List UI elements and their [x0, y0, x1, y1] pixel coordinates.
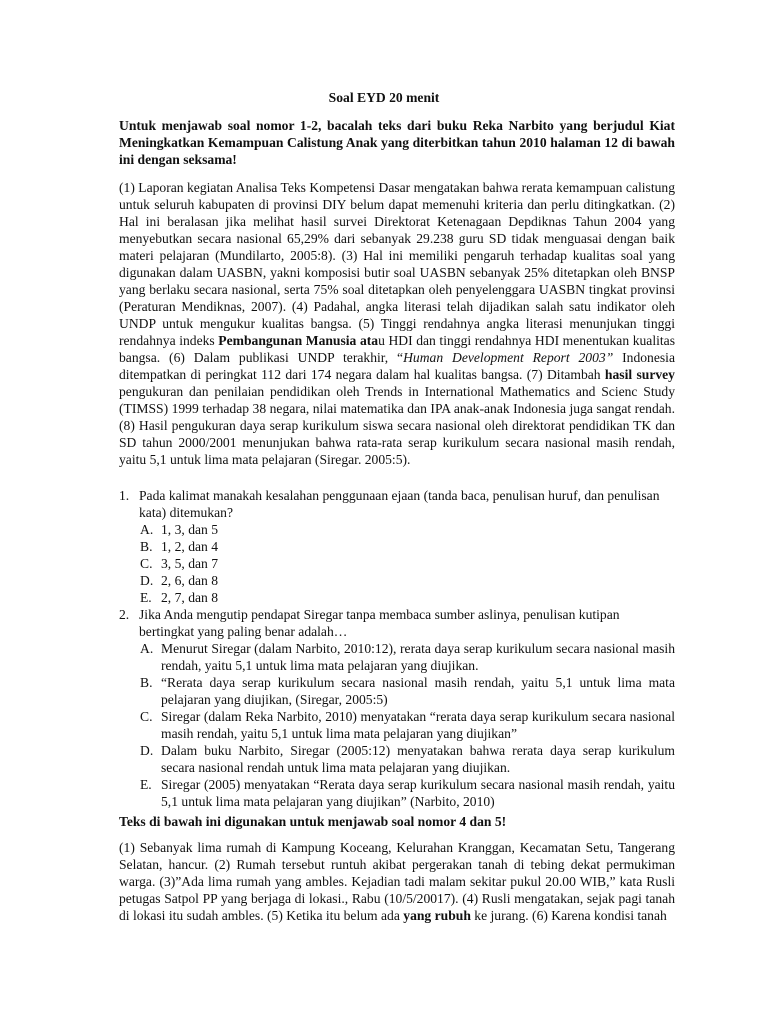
page-title: Soal EYD 20 menit: [328, 90, 440, 105]
passage-1-bold-a: Pembangunan Manusia ata: [218, 333, 379, 348]
option-letter: D.: [140, 573, 154, 588]
option-letter: A.: [140, 641, 154, 656]
option-letter: C.: [140, 556, 153, 571]
intro-instruction: Untuk menjawab soal nomor 1-2, bacalah teks dari buku Reka Narbito yang berjudul Kiat Meningkatkan Kemampuan Calistung Anak yang diterbitkan tahun 2010 halaman 12 di bawah ini dengan seksama!: [119, 118, 675, 167]
passage-1-text-c: Indonesia ditempatkan di peringkat 112 dari 174 negara dalam hal kualitas bangsa. (7) Ditambah: [119, 350, 675, 382]
question-text: Pada kalimat manakah kesalahan penggunaan ejaan (tanda baca, penulisan huruf, dan penulisan kata) ditemukan?: [139, 488, 660, 520]
passage-1: [119, 179, 675, 468]
passage-2-bold-a: yang rubuh: [403, 908, 471, 923]
option-item[interactable]: [140, 674, 675, 708]
option-letter: C.: [140, 709, 153, 724]
question-list: [119, 487, 675, 810]
option-text: 2, 7, dan 8: [161, 590, 219, 605]
question-text: Jika Anda mengutip pendapat Siregar tanpa membaca sumber aslinya, penulisan kutipan bertingkat yang paling benar adalah…: [139, 607, 620, 639]
option-item[interactable]: [140, 572, 675, 589]
passage-2: [119, 839, 675, 924]
section-heading: Teks di bawah ini digunakan untuk menjawab soal nomor 4 dan 5!: [119, 814, 507, 829]
option-letter: B.: [140, 539, 153, 554]
option-text: Menurut Siregar (dalam Narbito, 2010:12), rerata daya serap kurikulum secara nasional masih rendah, yaitu 5,1 untuk lima mata pelajaran yang diujikan.: [161, 641, 675, 673]
option-item[interactable]: [140, 640, 675, 674]
option-letter: A.: [140, 522, 154, 537]
option-text: Dalam buku Narbito, Siregar (2005:12) menyatakan bahwa rerata daya serap kurikulum secara nasional rendah untuk lima mata pelajaran yang diujikan.: [161, 743, 675, 775]
option-text: “Rerata daya serap kurikulum secara nasional masih rendah, yaitu 5,1 untuk lima mata pelajaran yang diujikan, (Siregar, 2005:5): [161, 675, 675, 707]
option-item[interactable]: [140, 555, 675, 572]
option-text: 1, 2, dan 4: [161, 539, 219, 554]
option-text: 1, 3, dan 5: [161, 522, 219, 537]
question-body: [139, 487, 675, 606]
question-number: 2.: [119, 607, 130, 622]
option-letter: E.: [140, 777, 152, 792]
passage-1-italic-title: Human Development Report 2003”: [403, 350, 614, 365]
passage-1-bold-b: hasil survey: [604, 367, 675, 382]
question-number: 1.: [119, 488, 130, 503]
passage-1-text-b: u HDI dan tinggi rendahnya HDI menentukan kualitas bangsa. (6) Dalam publikasi UNDP terakhir, “: [119, 333, 675, 365]
option-item[interactable]: [140, 538, 675, 555]
option-text: 3, 5, dan 7: [161, 556, 219, 571]
option-item[interactable]: [140, 521, 675, 538]
option-letter: B.: [140, 675, 153, 690]
passage-1-text-a: (1) Laporan kegiatan Analisa Teks Kompetensi Dasar mengatakan bahwa rerata kemampuan calistung untuk seluruh kabupaten di provinsi DIY belum dapat memenuhi kriteria dan perlu ditingkatkan. (2) Hal ini beralasan jika melihat hasil survei Direktorat Ketenagaan Depdiknas Tahun 2004 yang menyebutkan secara nasional 65,29% dari sebanyak 29.238 guru SD tidak menguasai dengan baik materi pelajaran (Mundilarto, 2005:8). (3) Hal ini memiliki pengaruh terhadap kualitas soal yang digunakan dalam UASBN, yakni komposisi butir soal UASBN sebanyak 25% ditetapkan oleh BNSP yang berlaku secara nasional, serta 75% soal ditetapkan oleh penyelenggara UASBN tingkat provinsi (Peraturan Mendiknas, 2007). (4) Padahal, angka literasi telah dijadikan salah satu indikator oleh UNDP untuk mengukur kualitas bangsa. (5) Tinggi rendahnya angka literasi menunjukan tinggi rendahnya indeks: [119, 180, 675, 348]
option-item[interactable]: [140, 589, 675, 606]
option-letter: D.: [140, 743, 154, 758]
question-2: [119, 606, 675, 810]
passage-2-text-b: ke jurang. (6) Karena kondisi tanah: [470, 908, 667, 923]
option-text: 2, 6, dan 8: [161, 573, 219, 588]
option-text: Siregar (dalam Reka Narbito, 2010) menyatakan “rerata daya serap kurikulum secara nasional masih rendah, yaitu 5,1 untuk lima mata pelajaran yang diujikan”: [161, 709, 675, 741]
question-body: [139, 606, 675, 810]
passage-2-text-a: (1) Sebanyak lima rumah di Kampung Koceang, Kelurahan Kranggan, Kecamatan Setu, Tangerang Selatan, hancur. (2) Rumah tersebut runtuh akibat pergerakan tanah di tebing dekat permukiman warga. (3)”Ada lima rumah yang ambles. Kejadian tadi malam sekitar pukul 20.00 WIB,” kata Rusli petugas Satpol PP yang berjaga di lokasi., Rabu (10/5/20017). (4) Rusli mengatakan, sejak pagi tanah di lokasi itu sudah ambles. (5) Ketika itu belum ada: [119, 840, 675, 923]
question-1: [119, 487, 675, 606]
option-item[interactable]: [140, 708, 675, 742]
option-item[interactable]: [140, 742, 675, 776]
option-letter: E.: [140, 590, 152, 605]
option-item[interactable]: [140, 776, 675, 810]
passage-1-text-d: pengukuran dan penilaian pendidikan oleh Trends in International Mathematics and Scienc Study (TIMSS) 1999 terhadap 38 negara, nilai matematika dan IPA anak-anak Indonesia juga sangat rendah. (8) Hasil pengukuran daya serap kurikulum siswa secara nasional oleh direktorat pendidikan TK dan SD tahun 2000/2001 menunjukan bahwa rata-rata serap kurikulum secara nasional masih rendah, yaitu 5,1 untuk lima mata pelajaran (Siregar. 2005:5).: [119, 384, 675, 467]
option-text: Siregar (2005) menyatakan “Rerata daya serap kurikulum secara nasional masih rendah, yaitu 5,1 untuk lima mata pelajaran yang diujikan” (Narbito, 2010): [161, 777, 675, 809]
